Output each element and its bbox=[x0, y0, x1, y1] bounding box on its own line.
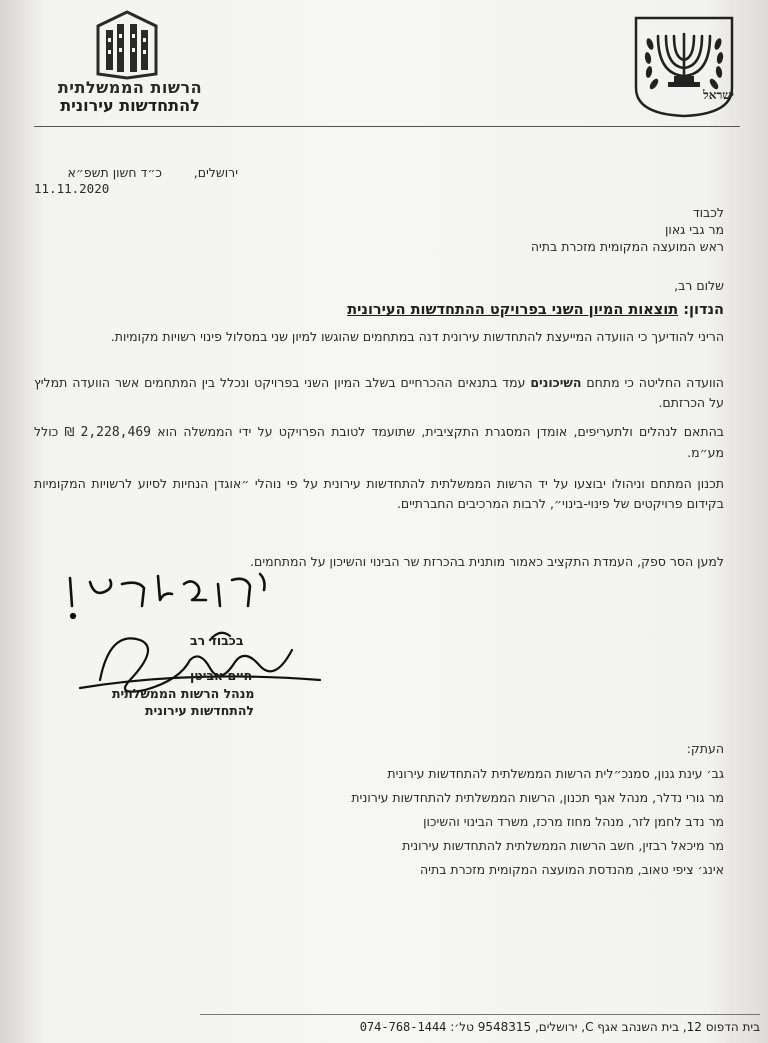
paragraph-5: למען הסר ספק, העמדת התקציב כאמור מותנית בהכרזת שר הבינוי והשיכון על המתחמים. bbox=[250, 554, 724, 569]
header-divider bbox=[34, 126, 740, 127]
subject-line bbox=[347, 302, 724, 318]
authority-name-line1: הרשות הממשלתית bbox=[57, 78, 203, 97]
footer-address bbox=[205, 1020, 760, 1034]
paragraph-2-end: עמד בתנאים ההכרחיים בשלב המיון השני בפרויקט ונכלל בין המתחמים אשר הוועדה תמליץ על הכרזתם. bbox=[34, 375, 724, 410]
signatory-name: חיים אביטן bbox=[190, 668, 253, 683]
emblem-word: ישראל bbox=[703, 88, 734, 102]
signature-regards: בכבוד רב bbox=[190, 633, 244, 648]
greeting: שלום רב, bbox=[674, 278, 724, 293]
hebrew-date: כ״ד חשון תשפ״א bbox=[67, 165, 162, 180]
paragraph-3-start: בהתאם לנהלים ולתעריפים, אומדן המסגרת התקציבית, שתועמד לטובת הפרויקט על ידי הממשלה הוא bbox=[157, 424, 724, 439]
subject-label: הנדון: bbox=[683, 302, 724, 318]
cc-item: מר נדב לחמן לזר, מנהל מחוז מרכז, משרד הבינוי והשיכון bbox=[423, 814, 724, 829]
paragraph-4: תכנון המתחם וניהולו יבוצעו על יד הרשות הממשלתית להתחדשות עירונית על פי נוהלי ״אוגדן הנחיות לסיוע לרשויות המקומיות בקידום פרויקטים של פינוי-בינוי״, לרבות המרכיבים החברתיים. bbox=[34, 476, 724, 511]
cc-item: מר גורי נדלר, מנהל אגף תכנון, הרשות הממשלתית להתחדשות עירונית bbox=[351, 790, 724, 805]
recipient-name: מר גבי גאון bbox=[665, 222, 724, 237]
recipient-title: ראש המועצה המקומית מזכרת בתיה bbox=[530, 239, 724, 254]
paragraph-1: הריני להודיעך כי הוועדה המייעצת להתחדשות עירונית דנה במתחמים שהוגשו למיון שני במסלול פינוי רשויות מקומיות. bbox=[110, 329, 724, 344]
footer-divider bbox=[200, 1014, 760, 1015]
signatory-role-line1: מנהל הרשות הממשלתית bbox=[112, 686, 255, 701]
paragraph-2-start: הוועדה החליטה כי מתחם bbox=[586, 375, 724, 390]
footer-address-text: בית הדפוס 12, בית השנהב אגף C, ירושלים, 9548315 טל׳: bbox=[450, 1020, 760, 1034]
paragraph-2 bbox=[34, 373, 724, 413]
signatory-role-line2: להתחדשות עירונית bbox=[145, 703, 254, 718]
budget-amount: 2,228,469 bbox=[80, 425, 151, 440]
paragraph-3-end: ₪ כולל מע״מ. bbox=[34, 424, 724, 460]
subject-text: תוצאות המיון השני בפרויקט ההתחדשות העירונית bbox=[347, 302, 679, 318]
authority-name-line2: להתחדשות עירונית bbox=[60, 96, 200, 115]
footer-phone: 074-768-1444 bbox=[359, 1020, 447, 1034]
compound-name: השיכונים bbox=[530, 375, 582, 390]
cc-list bbox=[351, 762, 724, 882]
authority-logo-icon bbox=[92, 8, 162, 80]
cc-item: מר מיכאל רבזין, חשב הרשות הממשלתית להתחדשות עירונית bbox=[402, 838, 724, 853]
recipient-label: לכבוד bbox=[692, 205, 724, 220]
cc-item: אינג׳ ציפי טאוב, מהנדסת המועצה המקומית מזכרת בתיה bbox=[419, 862, 724, 877]
city: ירושלים, bbox=[193, 165, 238, 180]
cc-label: העתק: bbox=[686, 741, 724, 756]
paragraph-3 bbox=[34, 422, 724, 463]
cc-item: גב׳ עינת גנון, סמנכ״לית הרשות הממשלתית להתחדשות עירונית bbox=[387, 766, 724, 781]
gregorian-date: 11.11.2020 bbox=[34, 181, 110, 196]
